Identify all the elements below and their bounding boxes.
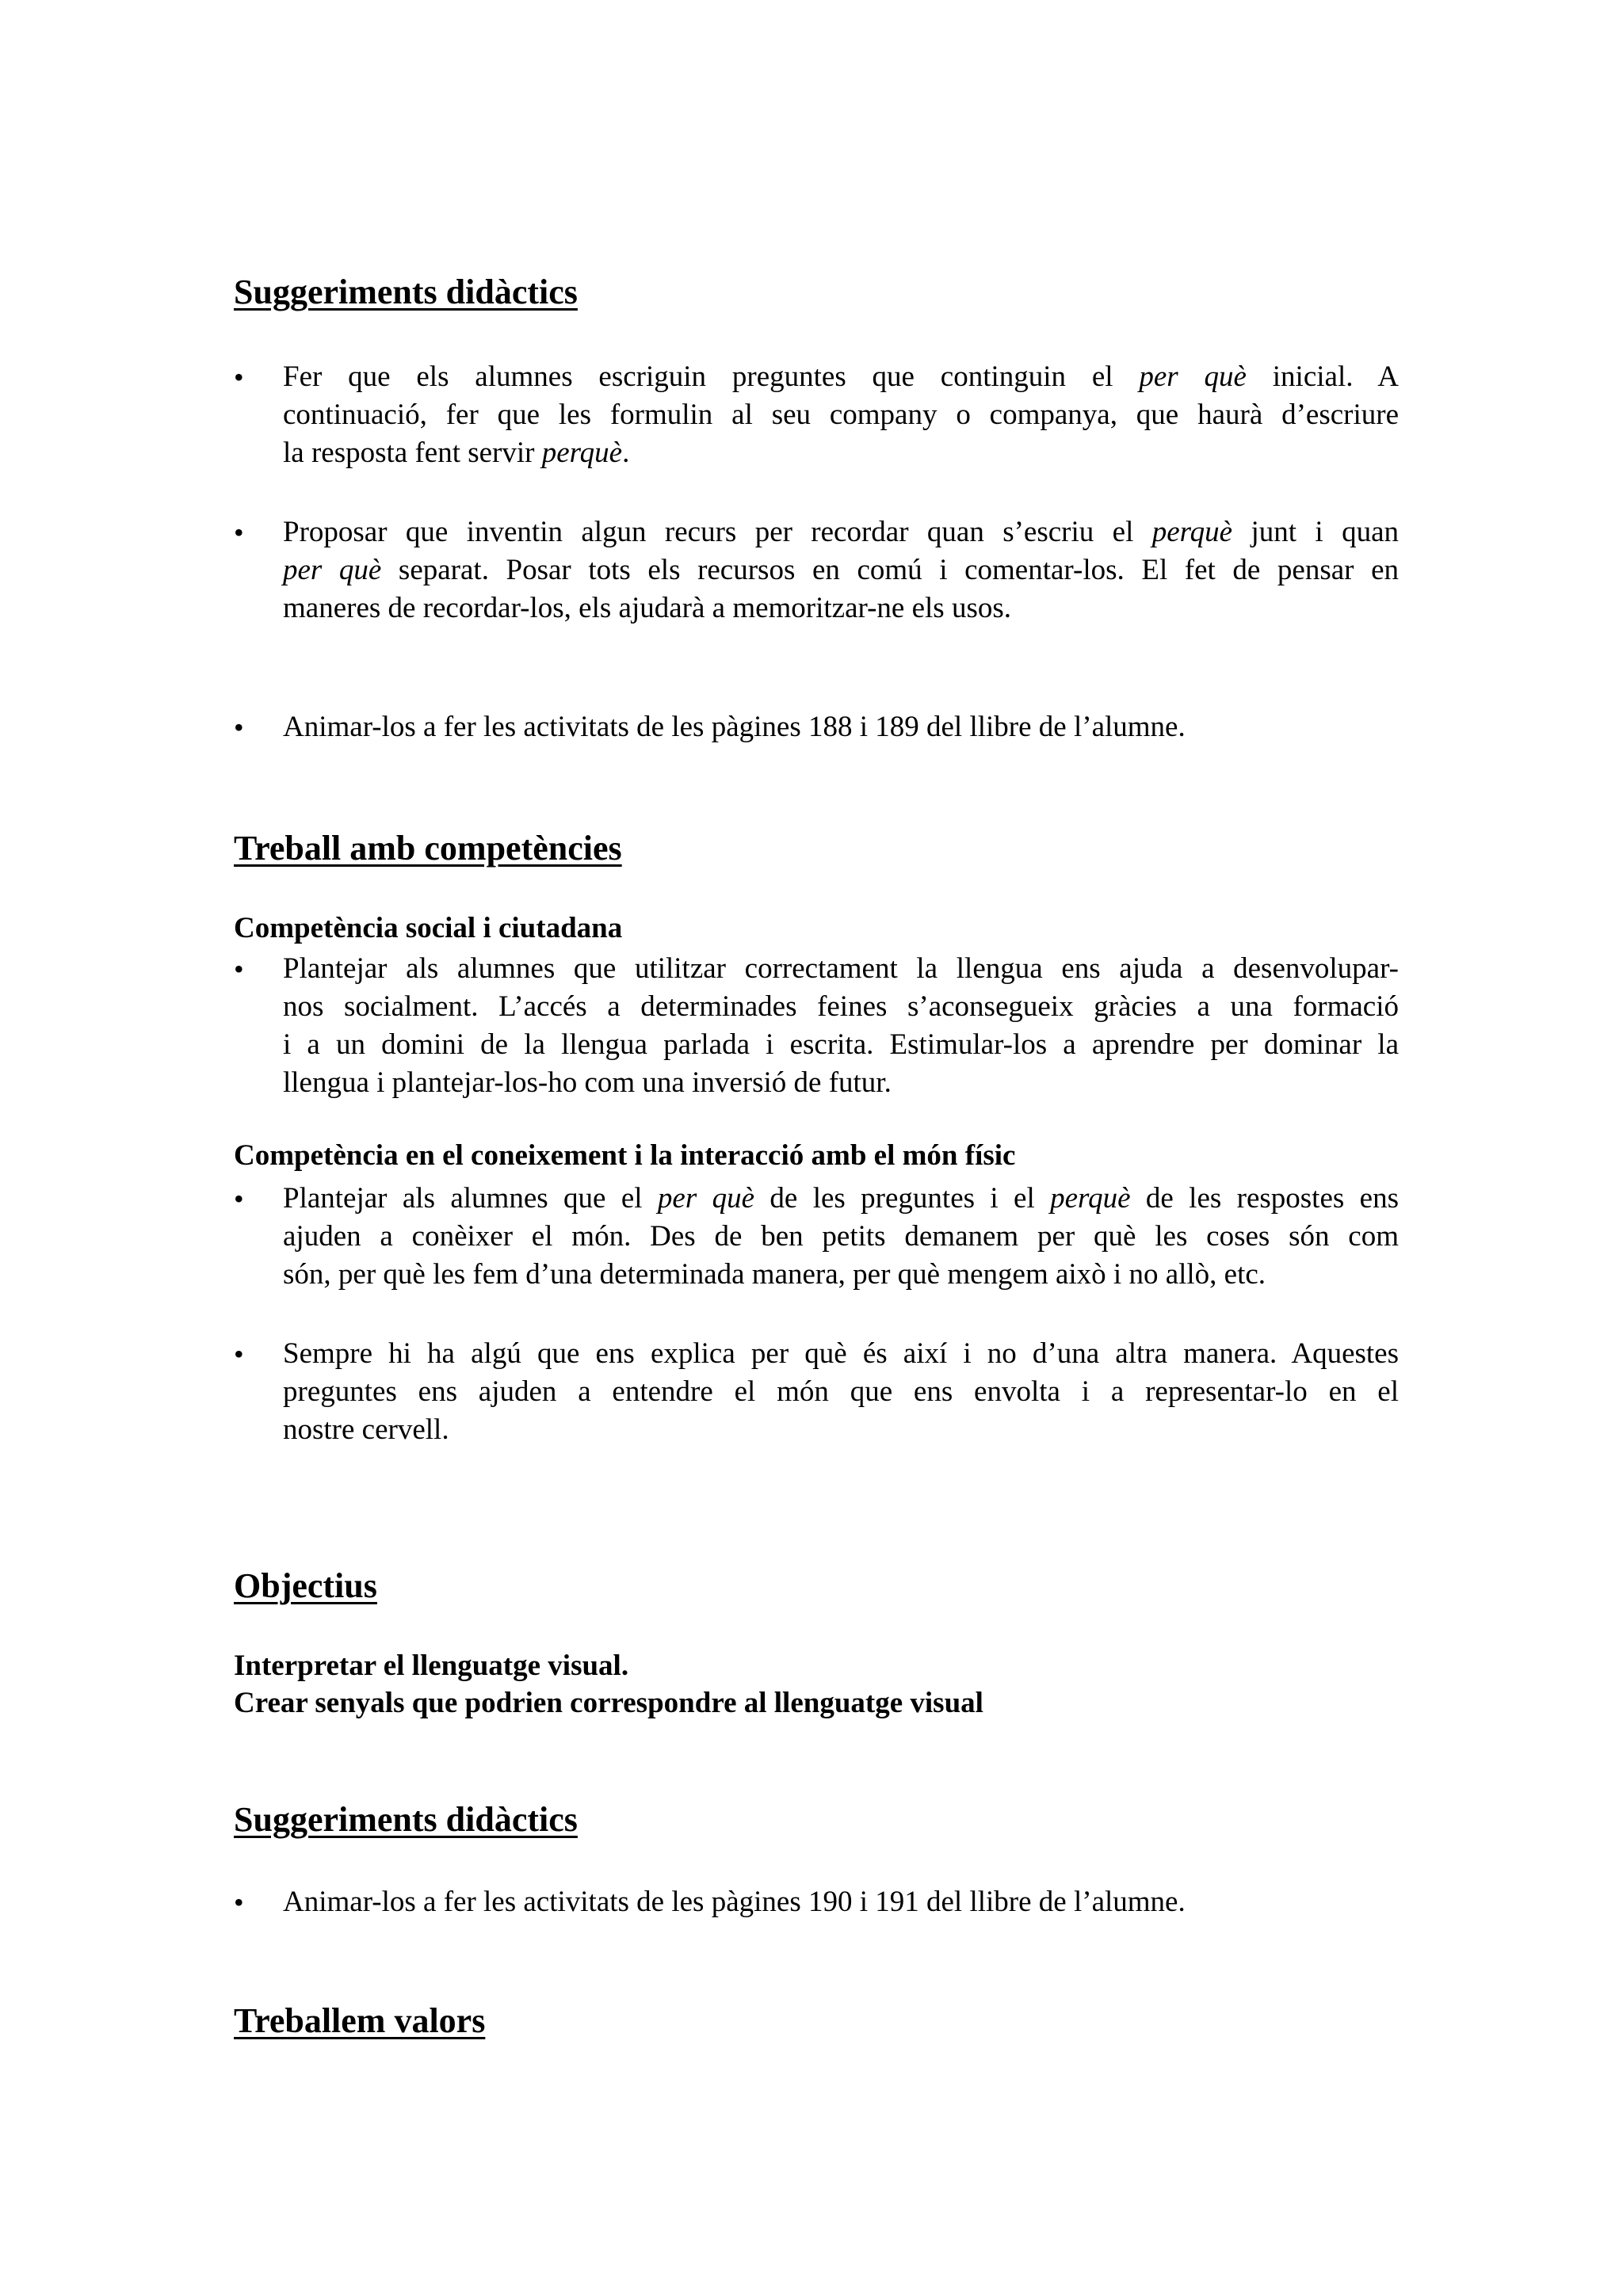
line: Plantejar als alumnes que el per què de les preguntes i el perquè de les respostes ens (283, 1182, 1399, 1215)
line: nostre cervell. (283, 1413, 449, 1446)
line: maneres de recordar-los, els ajudarà a memoritzar-ne els usos. (283, 592, 1012, 624)
bullet-paragraph-4 (283, 950, 1399, 1102)
bullet: • (234, 1183, 244, 1215)
section-heading-treballem-valors: Treballem valors (234, 2001, 486, 2040)
line: ajuden a conèixer el món. Des de ben petits demanem per què les coses són com (283, 1220, 1399, 1253)
bullet: • (234, 361, 244, 393)
section-heading-suggeriments-2: Suggeriments didàctics (234, 1800, 578, 1839)
objective-2: Crear senyals que podrien correspondre al llenguatge visual (234, 1687, 983, 1719)
line: Animar-los a fer les activitats de les pàgines 190 i 191 del llibre de l’alumne. (283, 1886, 1186, 1918)
line: Sempre hi ha algú que ens explica per què és així i no d’una altra manera. Aquestes (283, 1337, 1399, 1370)
line: nos socialment. L’accés a determinades feines s’aconsegueix gràcies a una formació (283, 990, 1399, 1023)
line: Plantejar als alumnes que utilitzar correctament la llengua ens ajuda a desenvolupar- (283, 952, 1399, 985)
bullet-paragraph-3 (283, 708, 1399, 746)
subheading-competencia-coneixement: Competència en el coneixement i la interacció amb el món físic (234, 1139, 1016, 1172)
line: i a un domini de la llengua parlada i escrita. Estimular-los a aprendre per dominar la (283, 1028, 1399, 1061)
line: la resposta fent servir perquè. (283, 437, 630, 469)
bullet-paragraph-6 (283, 1335, 1399, 1449)
line: llengua i plantejar-los-ho com una inversió de futur. (283, 1066, 892, 1099)
line: Fer que els alumnes escriguin preguntes que continguin el per què inicial. A (283, 360, 1399, 393)
line: per què separat. Posar tots els recursos en comú i comentar-los. El fet de pensar en (283, 554, 1399, 586)
line: Proposar que inventin algun recurs per recordar quan s’escriu el perquè junt i quan (283, 516, 1399, 548)
objective-1: Interpretar el llenguatge visual. (234, 1650, 629, 1682)
bullet: • (234, 517, 244, 548)
bullet: • (234, 953, 244, 985)
line: continuació, fer que les formulin al seu company o companya, que haurà d’escriure (283, 399, 1399, 431)
line: Animar-los a fer les activitats de les pàgines 188 i 189 del llibre de l’alumne. (283, 711, 1186, 743)
section-heading-competencies: Treball amb competències (234, 829, 622, 868)
bullet: • (234, 711, 244, 743)
bullet-paragraph-2 (283, 513, 1399, 627)
section-heading-objectius: Objectius (234, 1566, 377, 1605)
section-heading-suggeriments-1: Suggeriments didàctics (234, 273, 578, 311)
bullet-paragraph-5 (283, 1180, 1399, 1294)
bullet-paragraph-1 (283, 358, 1399, 472)
bullet: • (234, 1886, 244, 1918)
bullet-paragraph-7 (283, 1883, 1399, 1921)
bullet: • (234, 1338, 244, 1370)
subheading-competencia-social: Competència social i ciutadana (234, 912, 623, 944)
line: preguntes ens ajuden a entendre el món que ens envolta i a representar-lo en el (283, 1375, 1399, 1408)
line: són, per què les fem d’una determinada manera, per què mengem això i no allò, etc. (283, 1258, 1266, 1291)
